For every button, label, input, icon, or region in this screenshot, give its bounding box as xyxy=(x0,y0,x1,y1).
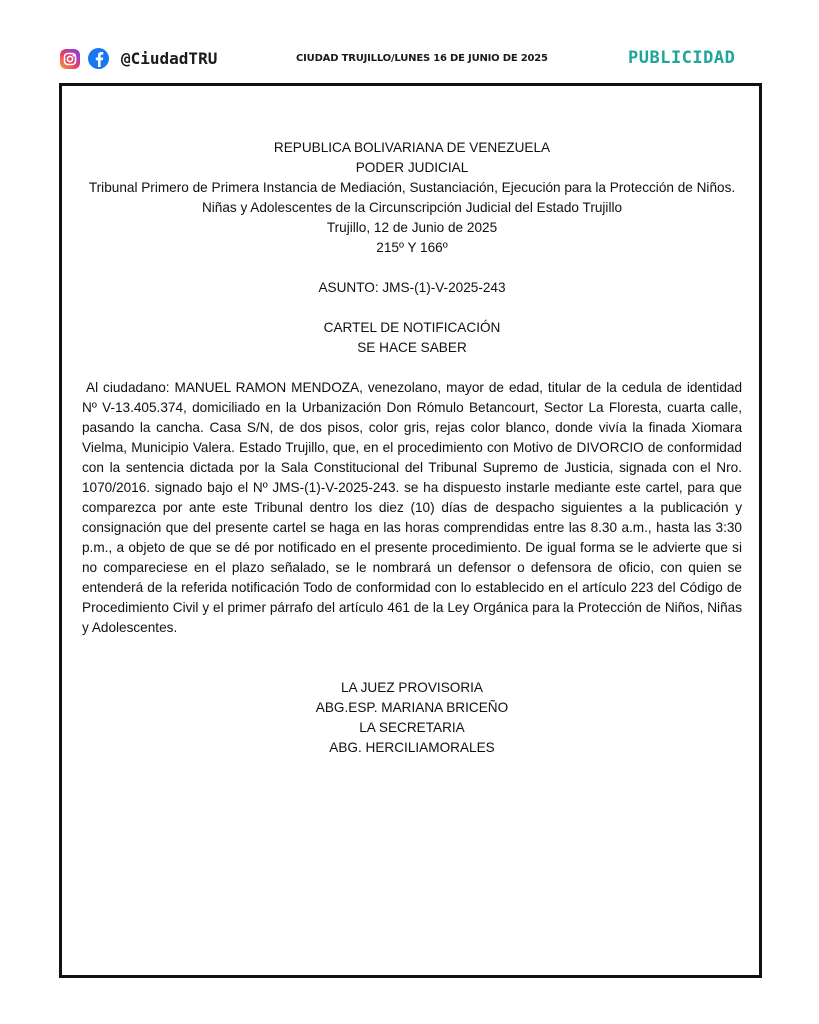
title-line: CARTEL DE NOTIFICACIÓN xyxy=(323,320,501,335)
title-line: SE HACE SABER xyxy=(357,340,467,355)
heading-line: PODER JUDICIAL xyxy=(355,160,469,175)
case-subject: ASUNTO: JMS-(1)-V-2025-243 xyxy=(318,280,506,295)
notice-body: Al ciudadano: MANUEL RAMON MENDOZA, venezolano, mayor de edad, titular de la cedula de identidad Nº V-13.405.374, domiciliado en la Urbanización Don Rómulo Betancourt, Sector La Floresta, cuarta calle, pasando la cancha. Casa S/N, de dos pisos, color gris, rejas color blanco, donde vivía la finada Xiomara Vielma, Municipio Valera. Estado Trujillo, que, en el procedimiento con Motivo de DIVORCIO de conformidad con la sentencia dictada por la Sala Constitucional del Tribunal Supremo de Justicia, signada con el Nro. 1070/2016. signado bajo el Nº JMS-(1)-V-2025-243. se ha dispuesto instarle mediante este cartel, para que comparezca por ante este Tribunal dentro los diez (10) días de despacho siguientes a la publicación y consignación que del presente cartel se haga en las horas comprendidas entre las 8.30 a.m., hasta las 3:30 p.m., a objeto de que se dé por notificado en el presente procedimiento. De igual forma se le advierte que si no compareciese en el plazo señalado, se le nombrará un defensor o defensora de oficio, con quien se entenderá de la referida notificación Todo de conformidad con lo establecido en el artículo 223 del Código de Procedimiento Civil y el primer párrafo del artículo 461 de la Ley Orgánica para la Protección de Niños, Niñas y Adolescentes. xyxy=(82,380,742,635)
publication-dateline: CIUDAD TRUJILLO/LUNES 16 DE JUNIO DE 2025 xyxy=(296,53,548,64)
instagram-icon[interactable] xyxy=(60,49,80,69)
court-name: Tribunal Primero de Primera Instancia de Mediación, Sustanciación, Ejecución para la Protección de Niños. Niñas y Adolescentes de la Circunscripción Judicial del Estado Trujillo xyxy=(88,180,736,215)
facebook-icon[interactable] xyxy=(88,48,109,69)
signature-line: ABG.ESP. MARIANA BRICEÑO xyxy=(315,700,509,715)
notice-frame xyxy=(59,83,762,978)
signature-line: LA JUEZ PROVISORIA xyxy=(340,680,484,695)
signature-line: ABG. HERCILIAMORALES xyxy=(329,740,495,755)
notice-date: Trujillo, 12 de Junio de 2025 xyxy=(326,220,498,235)
heading-line: 215º Y 166º xyxy=(376,240,448,255)
signature-block xyxy=(82,678,742,758)
notice-heading xyxy=(82,138,742,258)
notice-title xyxy=(82,318,742,358)
page-header xyxy=(0,0,819,82)
heading-line: REPUBLICA BOLIVARIANA DE VENEZUELA xyxy=(273,140,551,155)
section-label: PUBLICIDAD xyxy=(628,48,736,68)
signature-line: LA SECRETARIA xyxy=(359,720,465,735)
social-links xyxy=(60,48,217,69)
notice-content xyxy=(82,138,742,758)
social-handle: @CiudadTRU xyxy=(121,49,218,68)
